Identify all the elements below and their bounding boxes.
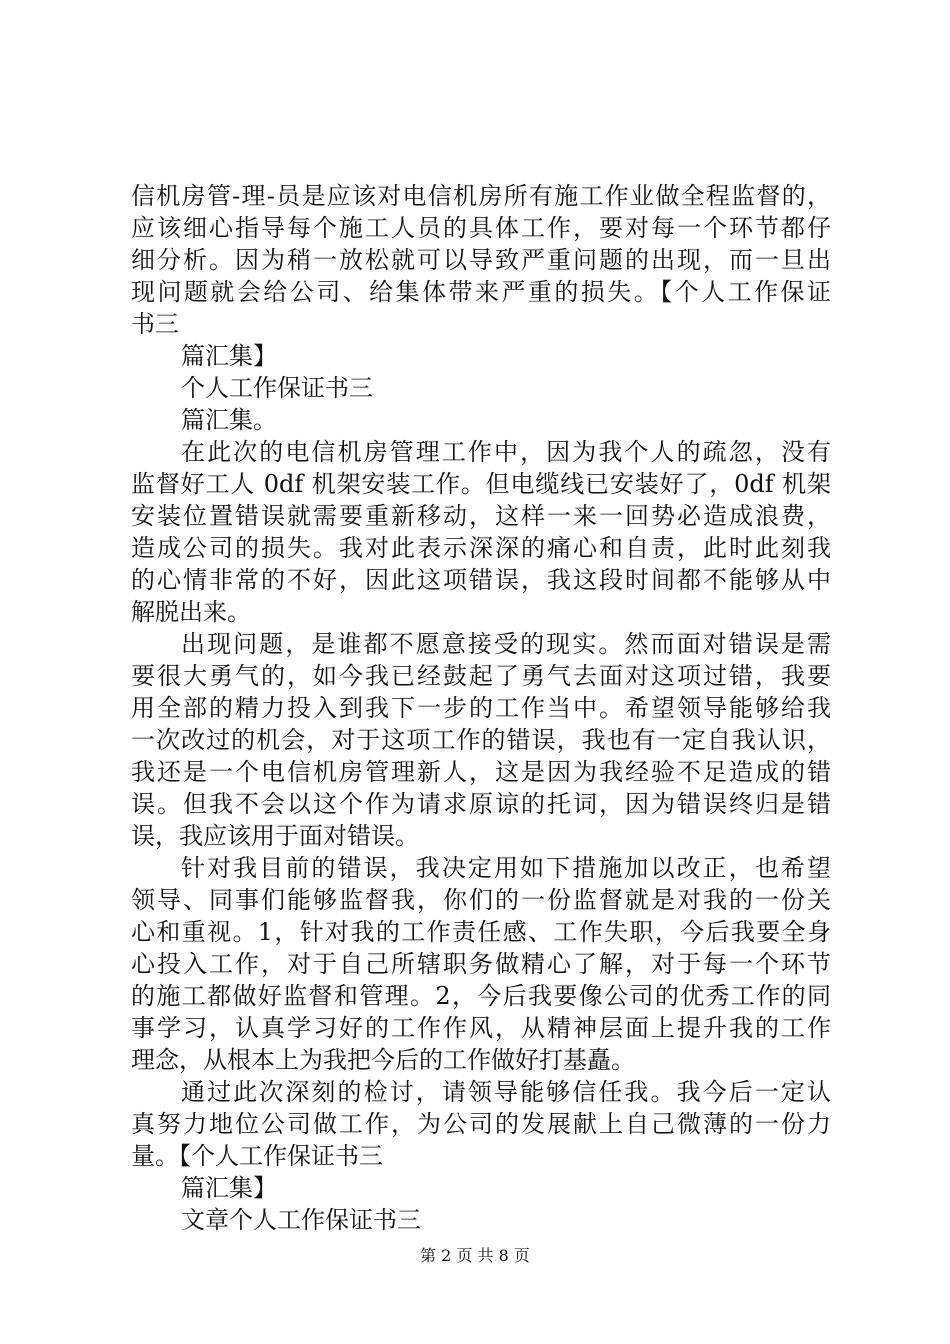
text-line: 我还是一个电信机房管理新人，这是因为我经验不足造成的错: [131, 758, 831, 786]
text-line: 心和重视。1，针对我的工作责任感、工作失职，今后我要全身: [131, 918, 831, 946]
text-line: 出现问题，是谁都不愿意接受的现实。然而面对错误是需: [181, 630, 831, 658]
text-line: 针对我目前的错误，我决定用如下措施加以改正，也希望: [181, 854, 831, 882]
text-line: 误。但我不会以这个作为请求原谅的托词，因为错误终归是错: [131, 790, 831, 818]
text-line: 用全部的精力投入到我下一步的工作当中。希望领导能够给我: [131, 694, 831, 722]
text-line: 量。【个人工作保证书三: [131, 1142, 383, 1170]
text-line: 篇汇集】: [181, 342, 277, 370]
text-line: 应该细心指导每个施工人员的具体工作，要对每一个环节都仔: [131, 214, 831, 242]
text-line: 篇汇集。: [181, 406, 277, 434]
text-line: 解脱出来。: [131, 598, 251, 626]
text-line: 领导、同事们能够监督我，你们的一份监督就是对我的一份关: [131, 886, 831, 914]
text-line: 一次改过的机会，对于这项工作的错误，我也有一定自我认识，: [131, 726, 831, 754]
text-line: 信机房管-理-员是应该对电信机房所有施工作业做全程监督的，: [131, 182, 831, 210]
text-line: 造成公司的损失。我对此表示深深的痛心和自责，此时此刻我: [131, 534, 831, 562]
text-line: 监督好工人 0df 机架安装工作。但电缆线已安装好了，0df 机架: [131, 470, 831, 498]
text-line: 理念，从根本上为我把今后的工作做好打基矗。: [131, 1046, 635, 1074]
text-line: 安装位置错误就需要重新移动，这样一来一回势必造成浪费，: [131, 502, 831, 530]
document-body: [131, 180, 831, 1236]
text-line: 通过此次深刻的检讨，请领导能够信任我。我今后一定认: [181, 1078, 831, 1106]
text-line: 文章个人工作保证书三: [181, 1206, 421, 1234]
text-line: 误，我应该用于面对错误。: [131, 822, 419, 850]
text-line: 个人工作保证书三: [181, 374, 373, 402]
text-line: 事学习，认真学习好的工作作风，从精神层面上提升我的工作: [131, 1014, 831, 1042]
text-line: 的施工都做好监督和管理。2，今后我要像公司的优秀工作的同: [131, 982, 831, 1010]
text-line: 现问题就会给公司、给集体带来严重的损失。【个人工作保证: [131, 278, 831, 306]
text-line: 的心情非常的不好，因此这项错误，我这段时间都不能够从中: [131, 566, 831, 594]
text-line: 在此次的电信机房管理工作中，因为我个人的疏忽，没有: [181, 438, 831, 466]
page-footer: 第 2 页 共 8 页: [420, 1246, 530, 1265]
text-line: 要很大勇气的，如今我已经鼓起了勇气去面对这项过错，我要: [131, 662, 831, 690]
text-line: 细分析。因为稍一放松就可以导致严重问题的出现，而一旦出: [131, 246, 831, 274]
text-line: 篇汇集】: [181, 1174, 277, 1202]
text-line: 书三: [131, 310, 179, 338]
text-line: 心投入工作，对于自己所辖职务做精心了解，对于每一个环节: [131, 950, 831, 978]
text-line: 真努力地位公司做工作，为公司的发展献上自己微薄的一份力: [131, 1110, 831, 1138]
